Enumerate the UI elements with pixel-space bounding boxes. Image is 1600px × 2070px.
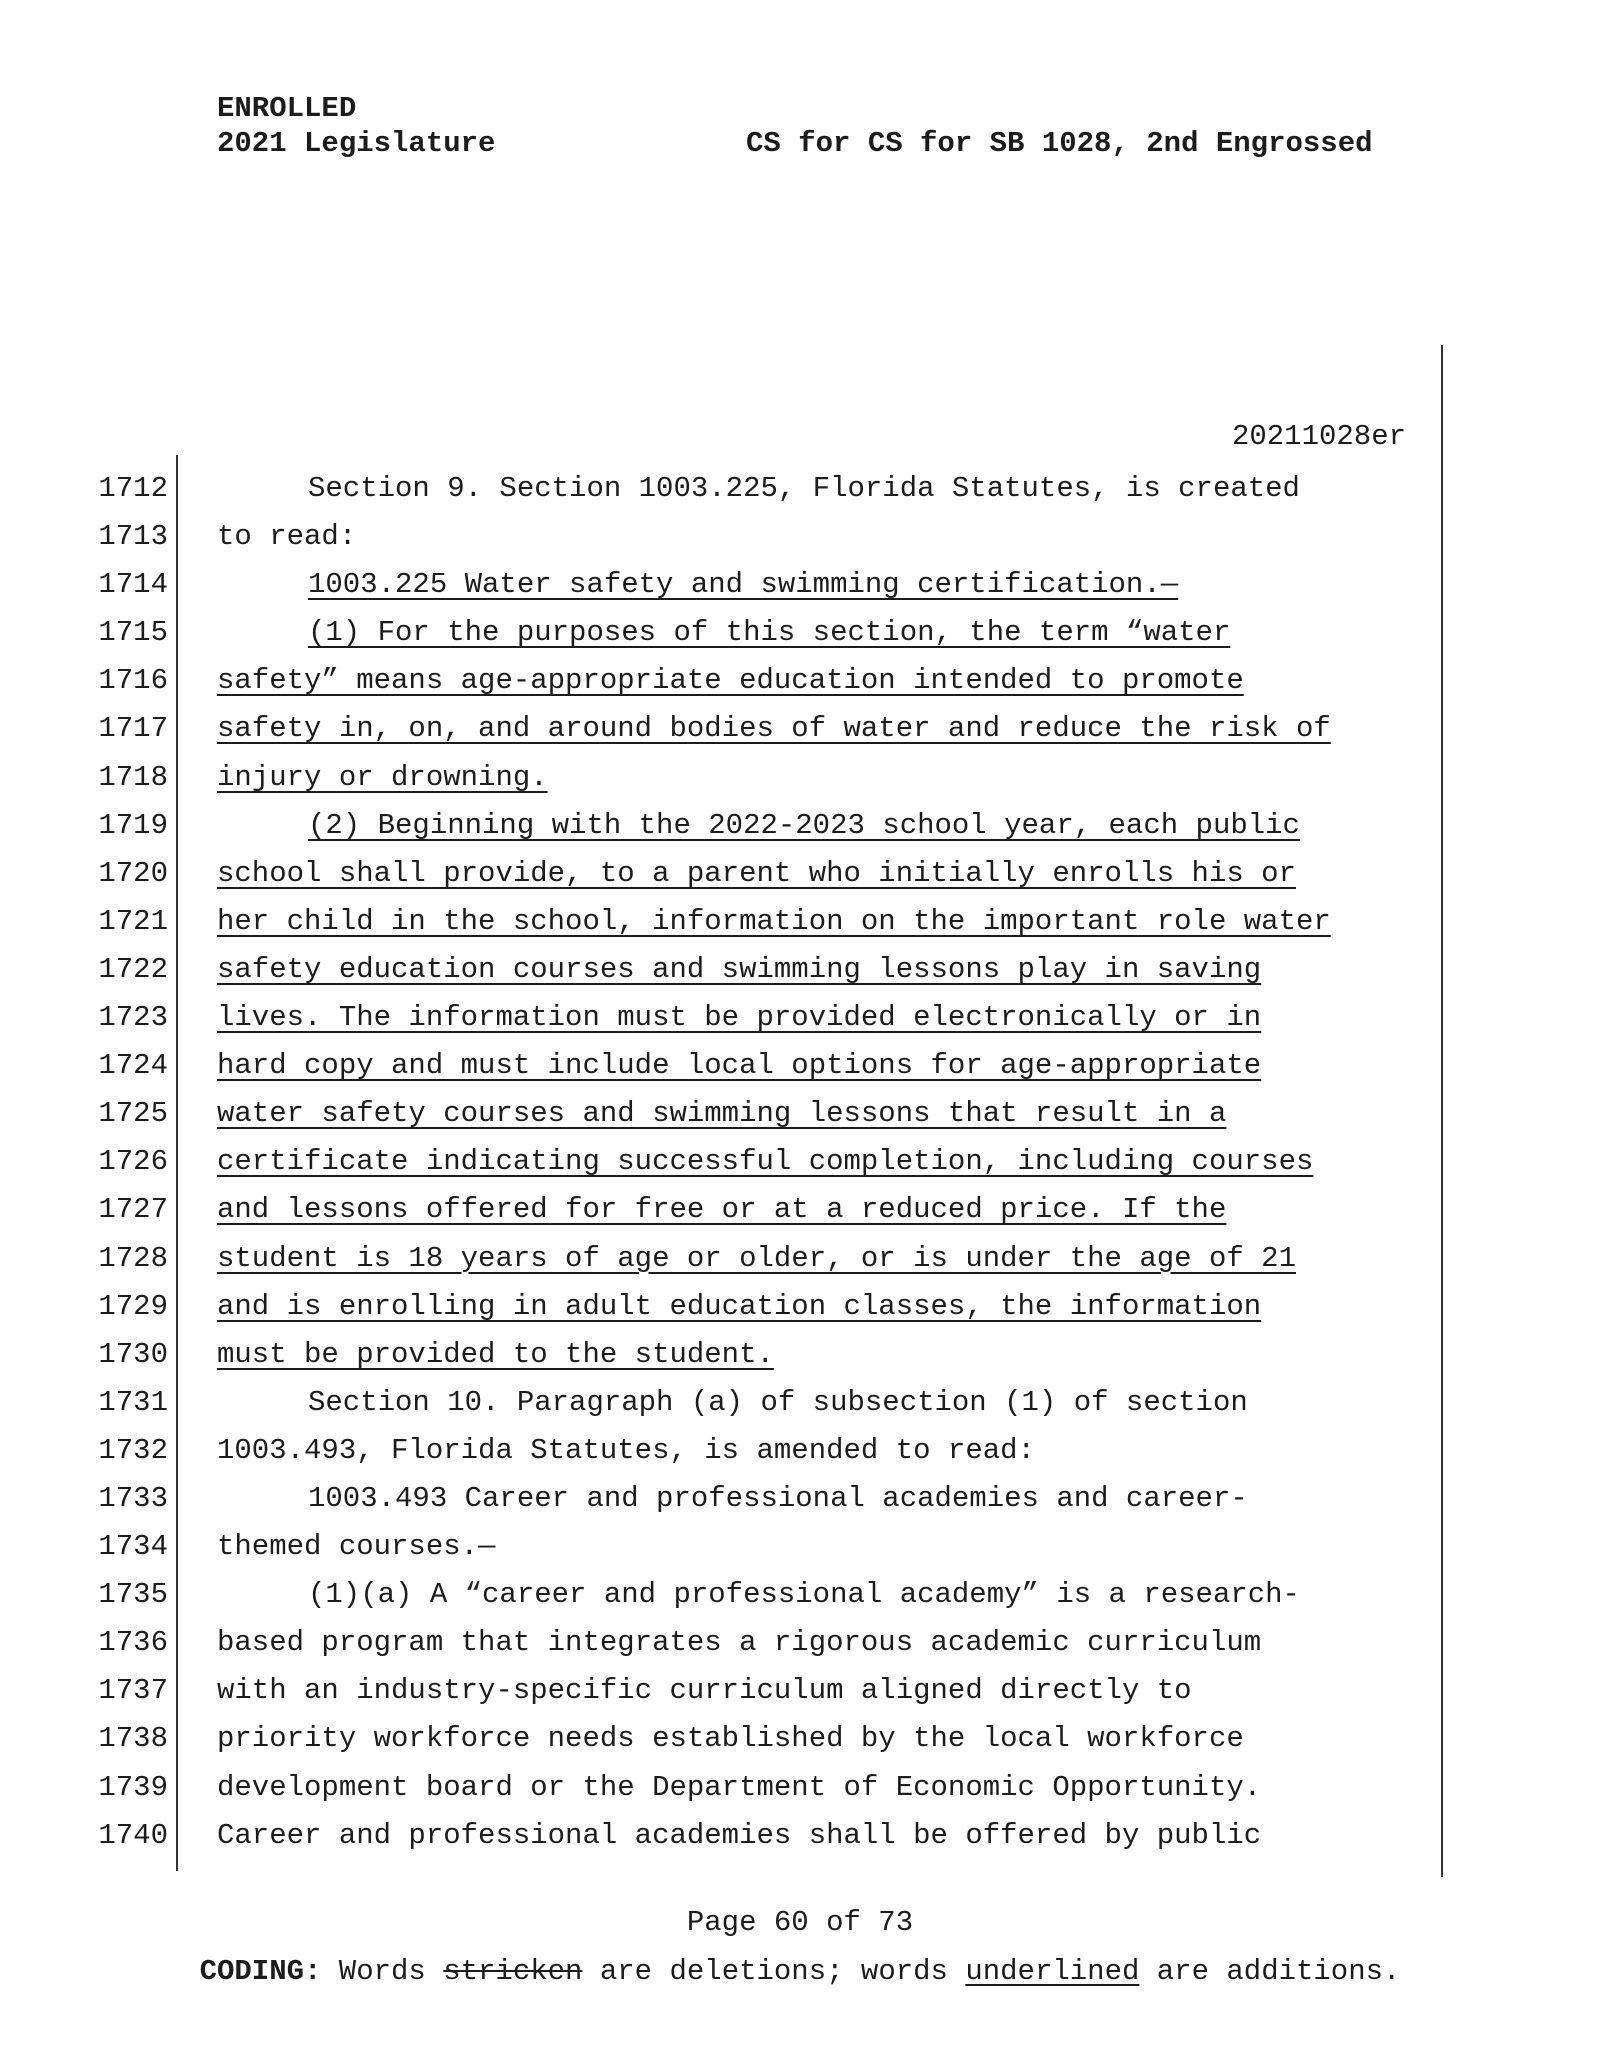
coding-text-mid: are deletions; words — [582, 1955, 966, 1988]
line-number: 1717 — [98, 712, 168, 746]
bill-line — [0, 1331, 1600, 1379]
added-text: 1003.225 Water safety and swimming certification.— — [308, 568, 1179, 602]
line-number: 1731 — [98, 1385, 168, 1419]
line-number: 1739 — [98, 1770, 168, 1804]
bill-line — [0, 561, 1600, 609]
line-number: 1722 — [98, 952, 168, 986]
bill-line — [0, 1619, 1600, 1667]
added-text: hard copy and must include local options for age-appropriate — [217, 1049, 1262, 1083]
added-text: certificate indicating successful completion, including courses — [217, 1145, 1314, 1179]
coding-stricken-example: stricken — [443, 1955, 583, 1988]
line-text: priority workforce needs established by the local workforce — [217, 1722, 1244, 1756]
bill-line — [0, 898, 1600, 946]
line-text: Section 9. Section 1003.225, Florida Statutes, is created — [308, 472, 1300, 505]
bill-line — [0, 1186, 1600, 1234]
line-number: 1726 — [98, 1145, 168, 1179]
added-text: student is 18 years of age or older, or is under the age of 21 — [217, 1241, 1296, 1275]
coding-text-post: are additions. — [1139, 1955, 1401, 1988]
added-text: lives. The information must be provided electronically or in — [217, 1001, 1262, 1035]
bill-text-lines — [0, 465, 1600, 1860]
bill-line — [0, 1427, 1600, 1475]
line-number: 1720 — [98, 856, 168, 890]
bill-line — [0, 1138, 1600, 1186]
line-number: 1734 — [98, 1530, 168, 1564]
line-number: 1729 — [98, 1289, 168, 1323]
line-number: 1721 — [98, 904, 168, 938]
bill-line — [0, 1571, 1600, 1619]
enrolled-label: ENROLLED — [217, 92, 357, 125]
added-text: (1) For the purposes of this section, the term “water — [308, 616, 1231, 650]
coding-label: CODING: — [199, 1955, 322, 1988]
added-text: and lessons offered for free or at a reduced price. If the — [217, 1193, 1227, 1227]
line-text: 1003.493, Florida Statutes, is amended to read: — [217, 1433, 1035, 1467]
line-number: 1719 — [98, 808, 168, 842]
line-text: based program that integrates a rigorous academic curriculum — [217, 1626, 1262, 1660]
line-number: 1724 — [98, 1049, 168, 1083]
bill-line — [0, 1764, 1600, 1812]
bill-line — [0, 465, 1600, 513]
bill-line — [0, 1090, 1600, 1138]
added-text: her child in the school, information on the important role water — [217, 904, 1331, 938]
added-text: safety education courses and swimming lessons play in saving — [217, 952, 1262, 986]
added-text: must be provided to the student. — [217, 1337, 774, 1371]
bill-line — [0, 946, 1600, 994]
line-number: 1723 — [98, 1001, 168, 1035]
bill-line — [0, 609, 1600, 657]
line-text: to read: — [217, 520, 357, 554]
line-number: 1732 — [98, 1433, 168, 1467]
bill-line — [0, 1523, 1600, 1571]
line-number: 1727 — [98, 1193, 168, 1227]
line-number: 1733 — [98, 1481, 168, 1515]
added-text: water safety courses and swimming lessons that result in a — [217, 1097, 1227, 1131]
line-number: 1718 — [98, 760, 168, 794]
legislature-label: 2021 Legislature — [217, 127, 496, 160]
line-number: 1712 — [98, 472, 168, 505]
bill-line — [0, 1235, 1600, 1283]
line-number: 1730 — [98, 1337, 168, 1371]
line-number: 1737 — [98, 1674, 168, 1708]
line-text: development board or the Department of Economic Opportunity. — [217, 1770, 1262, 1804]
line-number: 1736 — [98, 1626, 168, 1660]
coding-underlined-example: underlined — [965, 1955, 1140, 1988]
line-number: 1740 — [98, 1818, 168, 1852]
line-number: 1725 — [98, 1097, 168, 1131]
added-text: and is enrolling in adult education classes, the information — [217, 1289, 1262, 1323]
bill-line — [0, 705, 1600, 753]
bill-line — [0, 1283, 1600, 1331]
bill-line — [0, 1475, 1600, 1523]
added-text: school shall provide, to a parent who initially enrolls his or — [217, 856, 1296, 890]
line-number: 1738 — [98, 1722, 168, 1756]
coding-text-pre: Words — [321, 1955, 444, 1988]
line-text: with an industry-specific curriculum aligned directly to — [217, 1674, 1192, 1708]
bill-line — [0, 754, 1600, 802]
added-text: safety” means age-appropriate education intended to promote — [217, 664, 1244, 698]
line-number: 1713 — [98, 520, 168, 554]
line-text: Section 10. Paragraph (a) of subsection (1) of section — [308, 1385, 1248, 1419]
bill-line — [0, 1715, 1600, 1763]
bill-line — [0, 850, 1600, 898]
added-text: (2) Beginning with the 2022-2023 school year, each public — [308, 808, 1300, 842]
bill-line — [0, 1042, 1600, 1090]
line-number: 1715 — [98, 616, 168, 650]
bill-line — [0, 513, 1600, 561]
added-text: safety in, on, and around bodies of water and reduce the risk of — [217, 712, 1331, 746]
bill-line — [0, 802, 1600, 850]
document-code: 20211028er — [1231, 420, 1406, 453]
line-text: themed courses.— — [217, 1530, 496, 1564]
line-number: 1735 — [98, 1578, 168, 1612]
bill-title: CS for CS for SB 1028, 2nd Engrossed — [746, 127, 1373, 160]
line-number: 1714 — [98, 568, 168, 602]
line-number: 1716 — [98, 664, 168, 698]
bill-line — [0, 1812, 1600, 1860]
page-number: Page 60 of 73 — [686, 1906, 914, 1939]
bill-line — [0, 1667, 1600, 1715]
bill-line — [0, 1379, 1600, 1427]
line-text: (1)(a) A “career and professional academy” is a research- — [308, 1578, 1300, 1612]
bill-line — [0, 657, 1600, 705]
line-text: Career and professional academies shall be offered by public — [217, 1818, 1262, 1852]
coding-legend — [0, 1955, 1600, 1988]
added-text: injury or drowning. — [217, 760, 548, 794]
bill-line — [0, 994, 1600, 1042]
line-number: 1728 — [98, 1241, 168, 1275]
line-text: 1003.493 Career and professional academies and career- — [308, 1481, 1248, 1515]
